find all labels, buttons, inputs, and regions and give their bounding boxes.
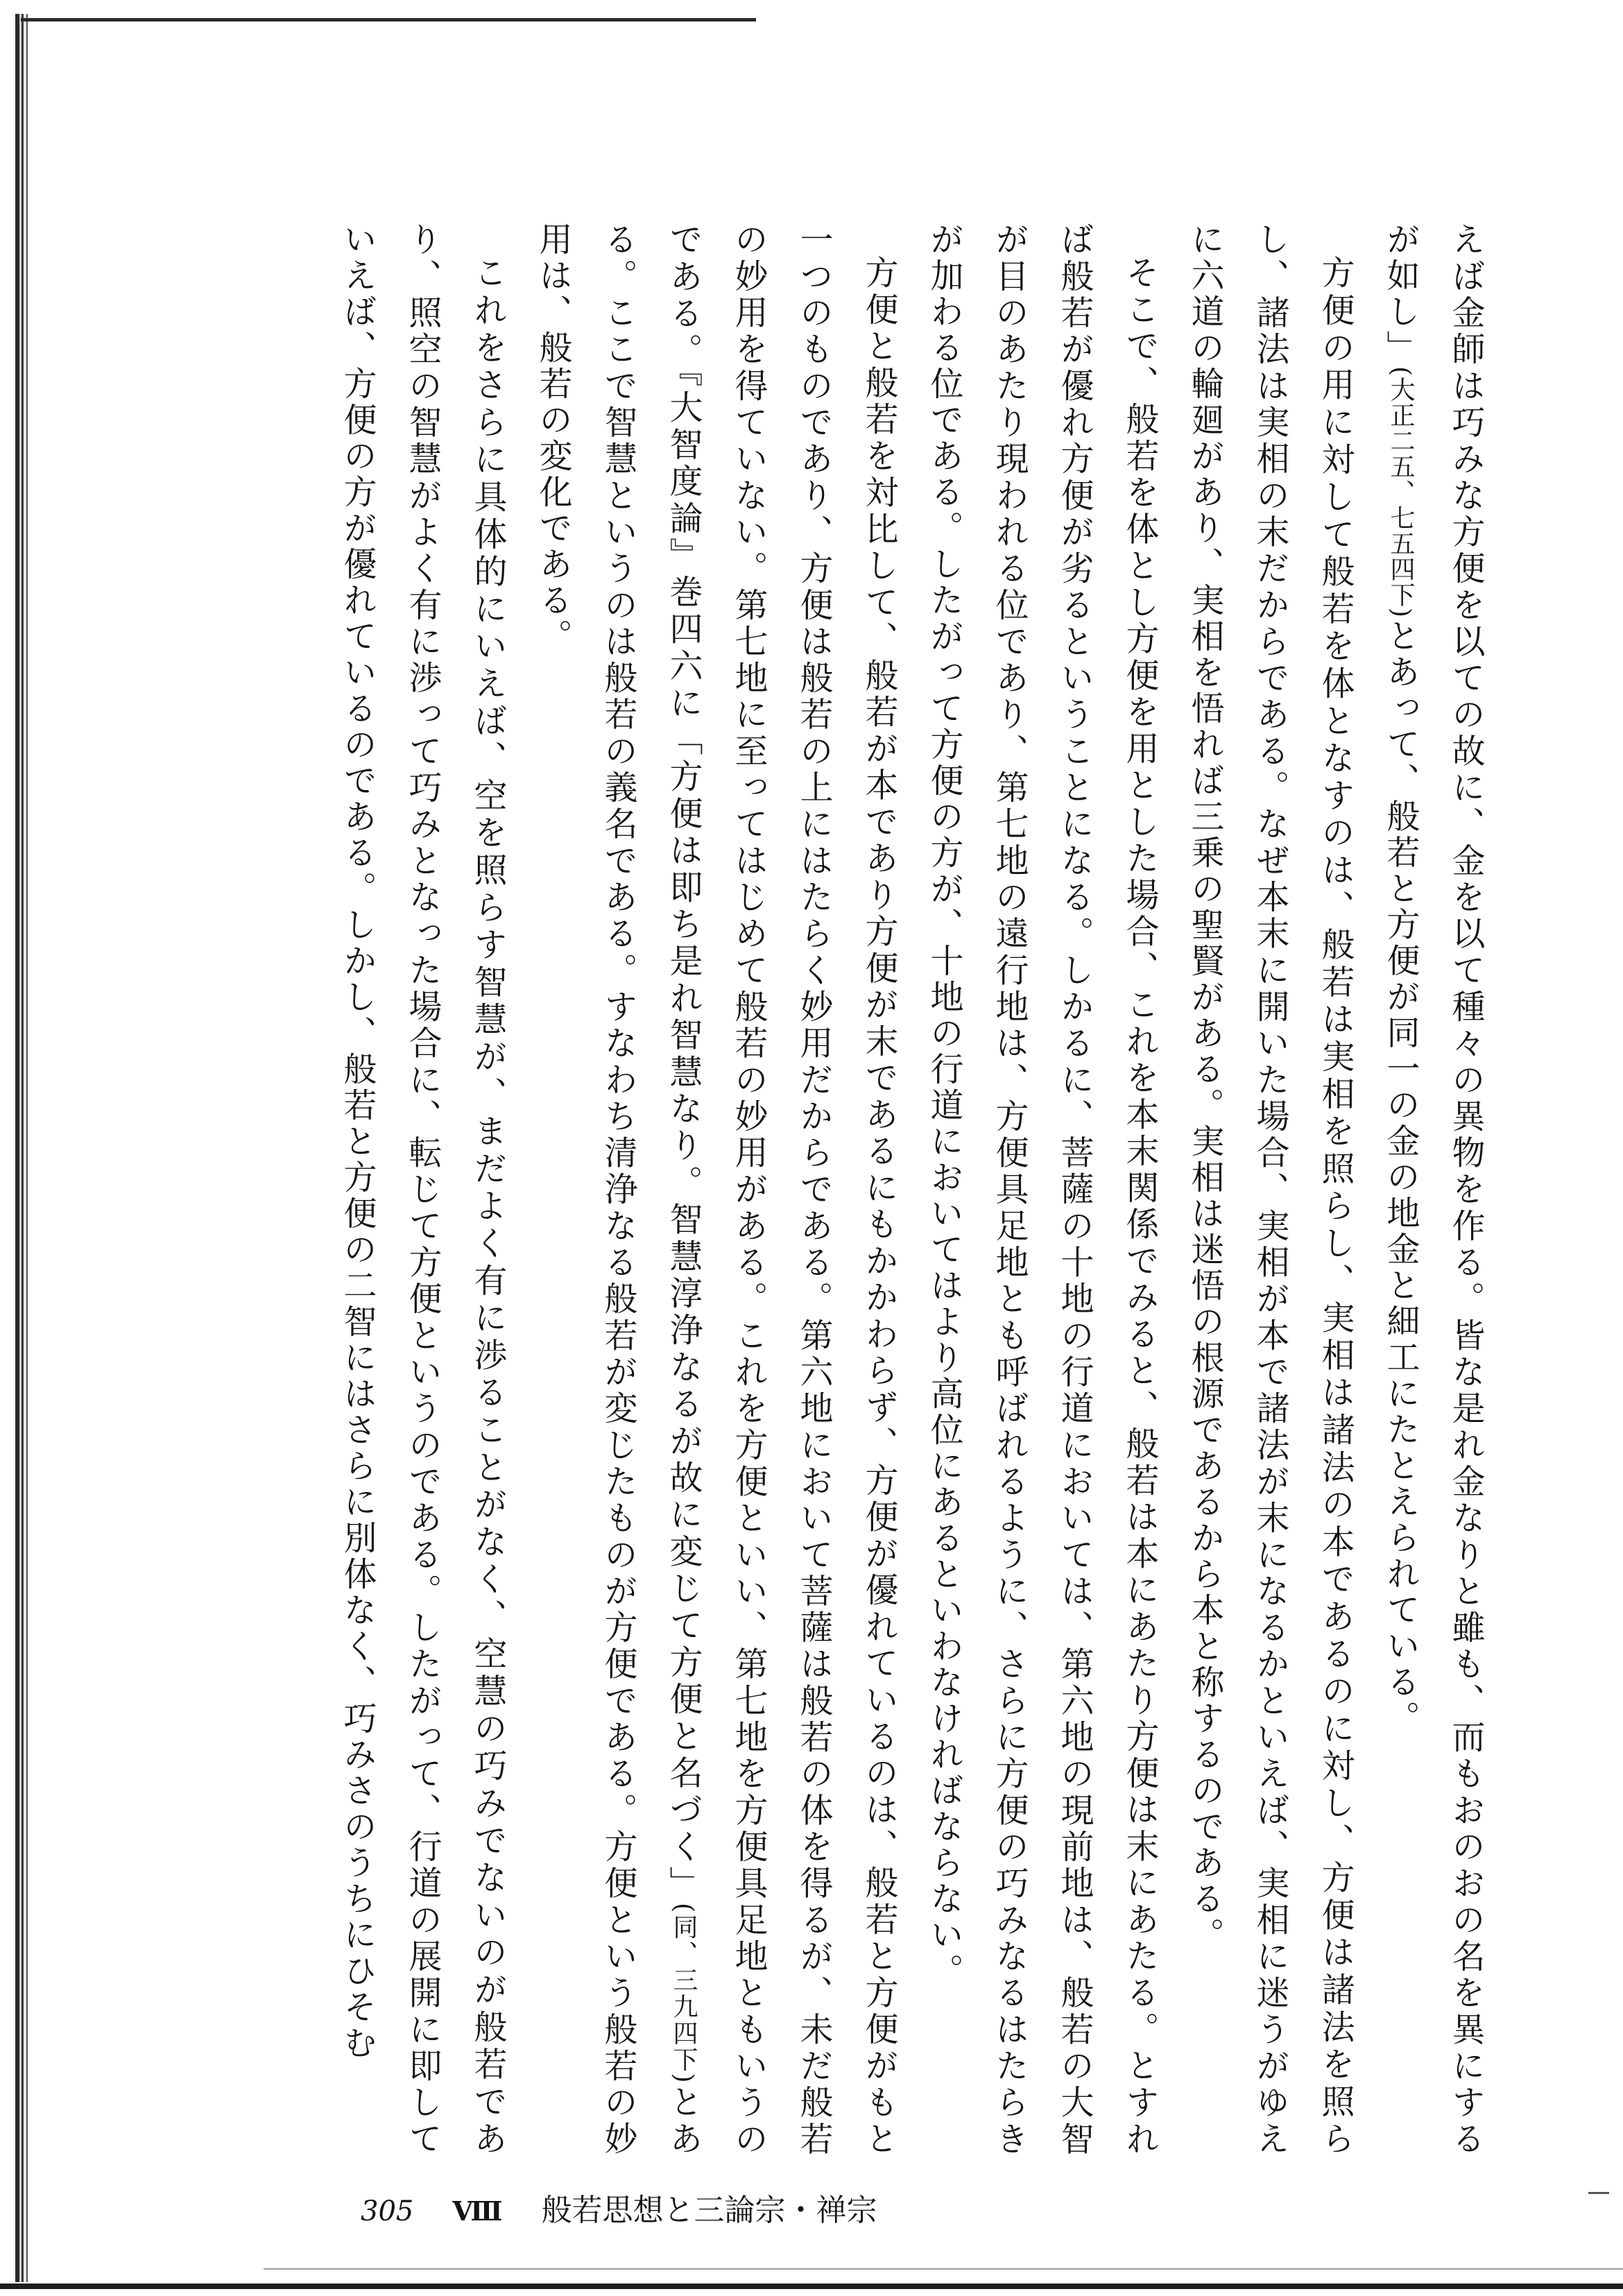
scan-binding-edge — [15, 14, 35, 2282]
vertical-text-body — [264, 222, 1498, 2157]
text-paragraph: そこで、般若を体とし方便を用とした場合、これを本末関係でみると、般若は本にあたり方便は末にあたる。とすれば般若が優れ方便が劣るということになる。しかるに、菩薩の十地の行道においては、第六地の現前地は、般若の大智が目のあたり現われる位であり、第七地の遠行地は、方便具足地とも呼ばれるように、さらに方便の巧みなるはたらきが加わる位である。したがって方便の方が、十地の行道においてはより高位にあるといわなければならない。 — [925, 222, 1159, 2158]
text-paragraph: 方便と般若を対比して、般若が本であり方便が末であるにもかかわらず、方便が優れているのは、般若と方便がもと一つのものであり、方便は般若の上にはたらく妙用だからである。第六地において菩薩は般若の体を得るが、未だ般若の妙用を得ていない。第七地に至ってはじめて般若の妙用がある。これを方便といい、第七地を方便具足地ともいうのである。『大智度論』巻四六に「方便は即ち是れ智慧なり。智慧淳浄なるが故に変じて方便と名づく」(同、三九四下)とある。ここで智慧というのは般若の義名である。すなわち清浄なる般若が変じたものが方便である。方便という般若の妙用は、般若の変化である。 — [533, 222, 898, 2158]
citation: 九四下) — [669, 1993, 698, 2084]
citation: (大正二五、七五四下) — [1386, 366, 1415, 619]
text-column: えば金師は巧みな方便を以ての故に、金を以て種々の異物を作る。皆な是れ金なりと雖も、而もおのおの名を異にするが如し」(大正二五、七五四下)とあって、般若と方便が同一の金の地金と細工にたとえられている。 — [1381, 222, 1485, 2157]
citation: (同、三 — [669, 1903, 698, 1994]
page-footer — [361, 2185, 877, 2227]
text-paragraph: 方便の用に対して般若を体となすのは、般若は実相を照らし、実相は諸法の本であるのに対し、方便は諸法を照らし、諸法は実相の末だからである。なぜ本末に開いた場合、実相が本で諸法が末になるかといえば、実相に迷うがゆえに六道の輪廻があり、実相を悟れば三乗の聖賢がある。実相は迷悟の根源であるから本と称するのである。 — [1185, 222, 1355, 2157]
page-number: 305 — [361, 2195, 414, 2227]
chapter-title: 般若思想と三論宗・禅宗 — [541, 2193, 877, 2228]
scan-bottom-edge — [0, 2284, 1623, 2289]
scan-corner-mark — [1588, 2192, 1609, 2194]
text-paragraph: これをさらに具体的にいえば、空を照らす智慧が、まだよく有に渉ることがなく、空慧の巧みでないのが般若であり、照空の智慧がよく有に渉って巧みとなった場合に、転じて方便というのである。したがって、行道の展開に即していえば、方便の方が優れているのである。しかし、般若と方便の二智にはさらに別体なく、巧みさのうちにひそむ — [338, 222, 507, 2158]
chapter-number: Ⅷ — [452, 2195, 503, 2227]
scan-bottom-rule — [264, 2268, 1623, 2270]
scan-top-edge — [21, 18, 756, 22]
